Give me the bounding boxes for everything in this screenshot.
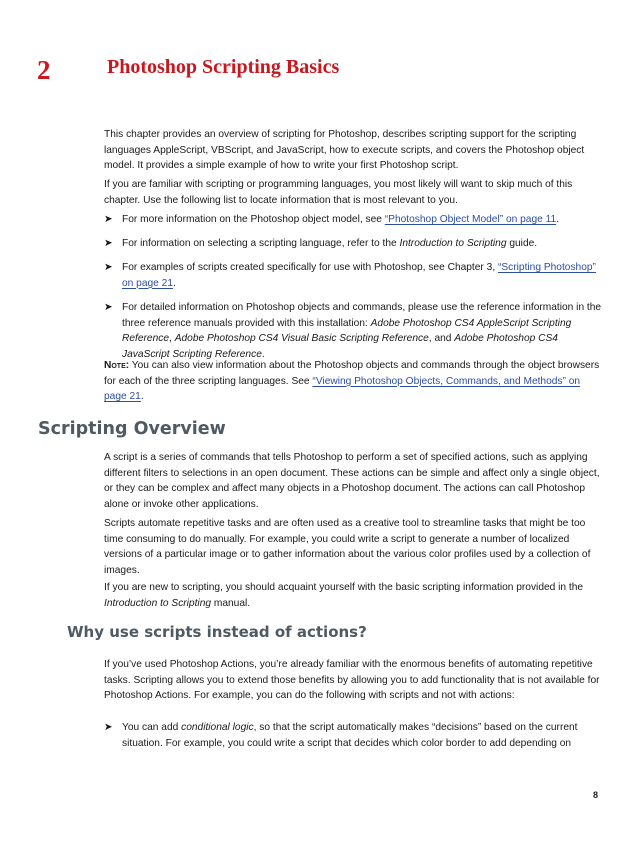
bullet-arrow-icon: ➤ — [104, 214, 113, 225]
why-bullet-item-1: You can add conditional logic, so that the script automatically makes “decisions” based on the current situation. For example, you could write a script that decides which color border to add depending on — [122, 722, 578, 749]
bullet-arrow-icon: ➤ — [104, 238, 113, 249]
bullet-item-2: For information on selecting a scripting language, refer to the Introduction to Scripting guide. — [122, 238, 538, 249]
note-paragraph: Note: You can also view information about the Photoshop objects and commands through the object browsers for each of the three scripting languages. See “Viewing Photoshop Objects, Commands, and Methods” on page 21. — [104, 360, 600, 402]
viewing-objects-link[interactable]: “Viewing Photoshop Objects, Commands, and Methods” on page 21 — [104, 375, 581, 402]
object-model-link[interactable]: “Photoshop Object Model” on page 11 — [384, 214, 557, 225]
section-heading-why-scripts: Why use scripts instead of actions? — [67, 623, 367, 641]
overview-paragraph-1: A script is a series of commands that tells Photoshop to perform a set of specified actions, such as applying different filters to selections in an open document. These actions can be simple and affect only a single object, or they can be complex and affect many objects in a Photoshop document. The actions can call Photoshop alone or invoke other applications. — [104, 452, 600, 510]
bullet-arrow-icon: ➤ — [104, 722, 113, 733]
intro-paragraph-2: If you are familiar with scripting or programming languages, you most likely will want to skip much of this chapter. Use the following list to locate information that is most relevant to you. — [104, 179, 573, 206]
intro-paragraph-1: This chapter provides an overview of scripting for Photoshop, describes scripting support for the scripting languages AppleScript, VBScript, and JavaScript, how to execute scripts, and covers the Photoshop object model. It provides a simple example of how to write your first Photoshop script. — [104, 129, 585, 171]
bullet-item-4: For detailed information on Photoshop objects and commands, please use the reference information in the three reference manuals provided with this installation: Adobe Photoshop CS4 AppleScript Scripting Reference, Adobe Photoshop CS4 Visual Basic Scripting Reference, and Adobe Photoshop CS4 JavaScript Scripting Reference. — [122, 302, 602, 360]
page-number: 8 — [593, 790, 599, 800]
bullet-arrow-icon: ➤ — [104, 302, 113, 313]
chapter-number: 2 — [37, 55, 51, 85]
note-label: Note: — [104, 360, 130, 371]
section-heading-scripting-overview: Scripting Overview — [38, 419, 226, 439]
bullet-item-3: For examples of scripts created specifically for use with Photoshop, see Chapter 3, “Scripting Photoshop” on page 21. — [122, 262, 596, 289]
bullet-arrow-icon: ➤ — [104, 262, 113, 273]
bullet-item-1: For more information on the Photoshop object model, see “Photoshop Object Model” on page 11. — [122, 214, 560, 225]
why-paragraph-1: If you’ve used Photoshop Actions, you’re already familiar with the enormous benefits of automating repetitive tasks. Scripting allows you to extend those benefits by allowing you to add functionality that is not available for Photoshop Actions. For example, you can do the following with scripts and not with actions: — [104, 659, 600, 701]
overview-paragraph-2: Scripts automate repetitive tasks and are often used as a creative tool to streamline tasks that might be too time consuming to do manually. For example, you could write a script to generate a number of localized versions of a particular image or to gather information about the various color profiles used by a collection of images. — [104, 518, 591, 576]
chapter-title: Photoshop Scripting Basics — [107, 56, 340, 78]
overview-paragraph-3: If you are new to scripting, you should acquaint yourself with the basic scripting information provided in the Introduction to Scripting manual. — [104, 582, 584, 609]
scripting-photoshop-link[interactable]: “Scripting Photoshop” on page 21 — [122, 262, 596, 289]
